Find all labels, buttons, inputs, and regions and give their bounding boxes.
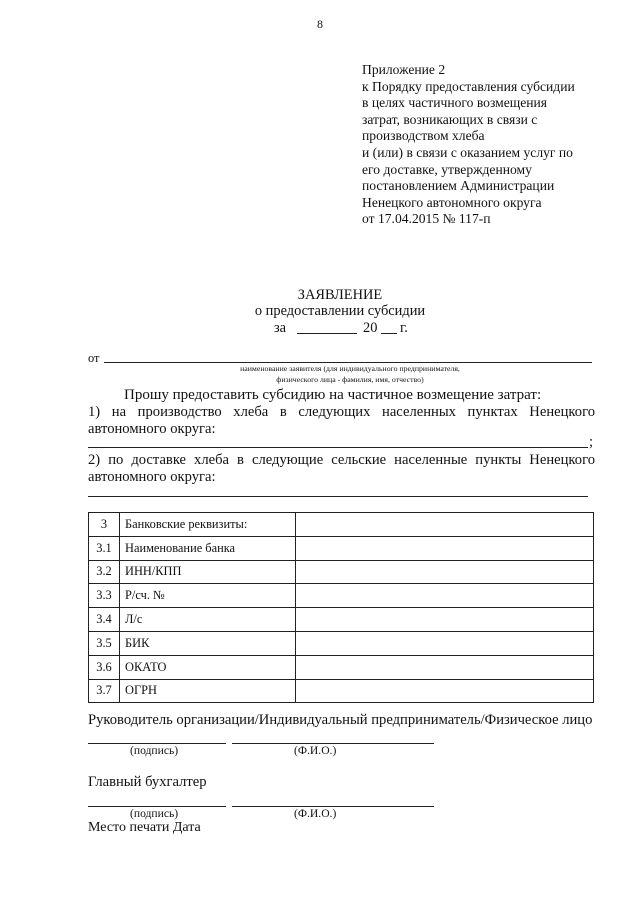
from-label: от (88, 351, 100, 365)
row-value-field[interactable] (296, 584, 594, 608)
appendix-line: Приложение 2 (362, 62, 446, 77)
period-prefix: за (274, 320, 287, 336)
table-row (89, 536, 594, 560)
item2-text: автономного округа: (88, 469, 216, 485)
row-label: Р/сч. № (120, 584, 296, 608)
row-number: 3.3 (89, 584, 120, 608)
name-label: (Ф.И.О.) (294, 807, 337, 820)
head-signature-title: Руководитель организации/Индивидуальный предприниматель/Физическое лицо (88, 712, 593, 728)
document-subtitle: о предоставлении субсидии (254, 303, 426, 319)
bank-details-table (88, 512, 594, 703)
signature-label: (подпись) (130, 744, 179, 757)
row-label: ОГРН (120, 679, 296, 703)
row-value-field[interactable] (296, 608, 594, 632)
row-label: ИНН/КПП (120, 560, 296, 584)
signature-label: (подпись) (130, 807, 179, 820)
item1-text: 1) на производство хлеба в следующих населенных пунктах Ненецкого (88, 404, 595, 420)
applicant-hint: наименование заявителя (для индивидуального предпринимателя, (240, 364, 460, 373)
item2-text: 2) по доставке хлеба в следующие сельские населенные пункты Ненецкого (88, 452, 595, 468)
page-number: 8 (317, 17, 323, 31)
document-title: ЗАЯВЛЕНИЕ (297, 287, 383, 303)
appendix-line: затрат, возникающих в связи с (362, 111, 538, 127)
row-number: 3.4 (89, 608, 120, 632)
row-number: 3.5 (89, 631, 120, 655)
year-blank[interactable] (381, 333, 397, 334)
appendix-reference (362, 62, 622, 228)
period-year: 20 (363, 320, 378, 336)
request-intro: Прошу предоставить субсидию на частичное возмещение затрат: (124, 387, 542, 403)
name-label: (Ф.И.О.) (294, 744, 337, 757)
item1-settlements-field[interactable] (88, 447, 588, 448)
period-suffix: г. (400, 320, 408, 336)
table-row (89, 679, 594, 703)
row-value-field[interactable] (296, 631, 594, 655)
row-number: 3.6 (89, 655, 120, 679)
table-row (89, 631, 594, 655)
row-number: 3 (89, 513, 120, 537)
appendix-line: и (или) в связи с оказанием услуг по (362, 144, 573, 160)
row-number: 3.2 (89, 560, 120, 584)
table-row (89, 560, 594, 584)
row-label: Наименование банка (120, 536, 296, 560)
appendix-line: в целях частичного возмещения (362, 95, 548, 111)
item1-text: автономного округа: (88, 421, 216, 437)
appendix-line: к Порядку предоставления субсидии (362, 78, 575, 94)
table-row (89, 608, 594, 632)
row-value-field[interactable] (296, 536, 594, 560)
item1-semicolon: ; (589, 434, 594, 450)
appendix-line: производством хлеба (362, 128, 485, 144)
appendix-line: от 17.04.2015 № 117-п (362, 211, 491, 227)
applicant-hint: физического лица - фамилия, имя, отчество) (276, 375, 424, 384)
item2-settlements-field[interactable] (88, 496, 588, 497)
row-number: 3.1 (89, 536, 120, 560)
accountant-title: Главный бухгалтер (88, 774, 207, 790)
row-label: Банковские реквизиты: (120, 513, 296, 537)
row-label: Л/с (120, 608, 296, 632)
appendix-line: Ненецкого автономного округа (362, 194, 542, 210)
table-row (89, 584, 594, 608)
row-label: БИК (120, 631, 296, 655)
row-number: 3.7 (89, 679, 120, 703)
stamp-date-label: Место печати Дата (88, 820, 201, 835)
row-value-field[interactable] (296, 679, 594, 703)
appendix-line: постановлением Администрации (362, 178, 555, 194)
row-label: ОКАТО (120, 655, 296, 679)
period-blank[interactable] (297, 333, 357, 334)
appendix-line: его доставке, утвержденному (362, 161, 532, 177)
row-value-field[interactable] (296, 655, 594, 679)
table-row (89, 513, 594, 537)
table-row (89, 655, 594, 679)
row-value-field[interactable] (296, 513, 594, 537)
row-value-field[interactable] (296, 560, 594, 584)
